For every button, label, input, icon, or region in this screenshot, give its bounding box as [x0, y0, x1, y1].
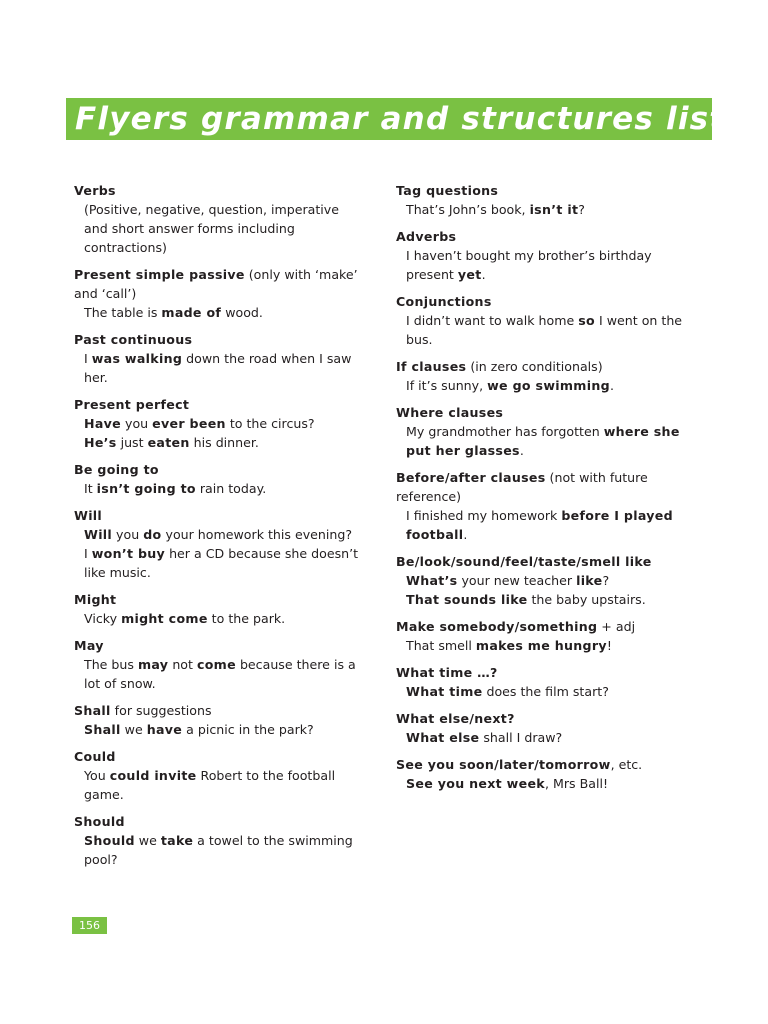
example-sentence	[396, 422, 692, 460]
target-structure: eaten	[147, 435, 190, 450]
target-structure: yet	[457, 267, 482, 282]
heading-text: Present simple passive	[74, 267, 245, 282]
example-sentence	[74, 433, 364, 452]
example-sentence	[396, 376, 692, 395]
entry-heading	[396, 663, 692, 682]
grammar-entry	[396, 227, 692, 284]
example-sentence	[396, 571, 692, 590]
heading-text: Before/after clauses	[396, 470, 546, 485]
grammar-entry	[396, 552, 692, 609]
example-text: we	[134, 833, 161, 848]
target-structure: might come	[121, 611, 208, 626]
target-structure: like	[576, 573, 603, 588]
example-text: It	[84, 481, 97, 496]
example-text: If it’s sunny,	[406, 378, 488, 393]
target-structure: isn’t it	[529, 202, 579, 217]
heading-note: (not with future reference)	[396, 470, 648, 504]
target-structure: That sounds like	[406, 592, 528, 607]
grammar-entry	[396, 403, 692, 460]
example-sentence	[396, 636, 692, 655]
example-text: Vicky	[84, 611, 122, 626]
entry-heading	[74, 701, 364, 720]
heading-text: Be/look/sound/feel/taste/smell like	[396, 554, 652, 569]
heading-text: Will	[74, 508, 103, 523]
example-text: .	[463, 527, 468, 542]
example-sentence	[74, 655, 364, 693]
heading-text: What time …?	[396, 665, 498, 680]
example-text: a picnic in the park?	[182, 722, 314, 737]
target-structure: Shall	[84, 722, 121, 737]
example-sentence	[74, 200, 364, 257]
target-structure: before I played football	[406, 508, 673, 542]
target-structure: isn’t going to	[96, 481, 196, 496]
grammar-entry	[74, 701, 364, 739]
entry-heading	[74, 636, 364, 655]
example-text: you	[112, 527, 144, 542]
example-text: I	[84, 351, 92, 366]
example-sentence	[396, 246, 692, 284]
target-structure: was walking	[91, 351, 183, 366]
entry-heading	[396, 181, 692, 200]
entry-heading	[74, 747, 364, 766]
entry-heading	[74, 506, 364, 525]
example-sentence	[396, 311, 692, 349]
example-text: his dinner.	[189, 435, 259, 450]
heading-note: for suggestions	[110, 703, 212, 718]
entry-heading	[396, 357, 692, 376]
example-text: a towel to the swimming pool?	[84, 833, 353, 867]
heading-text: What else/next?	[396, 711, 515, 726]
target-structure: ever been	[152, 416, 226, 431]
example-text: to the circus?	[225, 416, 315, 431]
example-sentence	[74, 720, 364, 739]
heading-text: Verbs	[74, 183, 116, 198]
heading-text: Tag questions	[396, 183, 499, 198]
title-banner	[66, 98, 726, 140]
example-text: Robert to the football game.	[84, 768, 336, 802]
heading-text: May	[74, 638, 104, 653]
example-text: does the film start?	[482, 684, 609, 699]
grammar-entry	[74, 265, 364, 322]
target-structure: He’s	[84, 435, 117, 450]
grammar-entry	[74, 181, 364, 257]
example-text: ?	[602, 573, 610, 588]
example-text: shall I draw?	[479, 730, 563, 745]
entry-heading	[396, 468, 692, 506]
grammar-entry	[74, 395, 364, 452]
target-structure: may	[137, 657, 169, 672]
example-text: The table is	[84, 305, 162, 320]
entry-heading	[396, 292, 692, 311]
grammar-entry	[396, 755, 692, 793]
heading-text: Should	[74, 814, 125, 829]
example-sentence	[396, 774, 692, 793]
grammar-entry	[74, 590, 364, 628]
example-text: I finished my homework	[406, 508, 562, 523]
target-structure: have	[146, 722, 183, 737]
example-text: .	[481, 267, 486, 282]
example-text: (Positive, negative, question, imperative and short answer forms including contractions)	[84, 202, 340, 255]
heading-text: Present perfect	[74, 397, 190, 412]
example-text: rain today.	[195, 481, 267, 496]
page-title: Flyers grammar and structures list	[75, 101, 726, 137]
entry-heading	[396, 552, 692, 571]
example-text: That smell	[406, 638, 476, 653]
target-structure: What time	[406, 684, 483, 699]
example-text: we	[120, 722, 147, 737]
heading-text: Shall	[74, 703, 111, 718]
heading-text: Past continuous	[74, 332, 193, 347]
example-sentence	[74, 349, 364, 387]
grammar-entry	[74, 636, 364, 693]
example-sentence	[396, 506, 692, 544]
example-sentence	[396, 728, 692, 747]
target-structure: Will	[84, 527, 113, 542]
grammar-entry	[396, 617, 692, 655]
target-structure: What else	[406, 730, 480, 745]
target-structure: take	[160, 833, 194, 848]
grammar-entry	[74, 812, 364, 869]
target-structure: See you next week	[406, 776, 545, 791]
example-text: I went on the bus.	[406, 313, 683, 347]
example-text: wood.	[221, 305, 263, 320]
entry-heading	[74, 181, 364, 200]
entry-heading	[396, 755, 692, 774]
entry-heading	[396, 403, 692, 422]
example-text: your homework this evening?	[161, 527, 353, 542]
heading-note: (in zero conditionals)	[466, 359, 603, 374]
example-sentence	[74, 303, 364, 322]
example-sentence	[74, 479, 364, 498]
entry-heading	[396, 617, 692, 636]
heading-text: Where clauses	[396, 405, 504, 420]
example-text: My grandmother has forgotten	[406, 424, 604, 439]
example-text: not	[168, 657, 197, 672]
entry-heading	[396, 709, 692, 728]
example-text: to the park.	[207, 611, 286, 626]
heading-note: + adj	[597, 619, 636, 634]
target-structure: so	[578, 313, 595, 328]
example-sentence	[396, 590, 692, 609]
example-sentence	[396, 682, 692, 701]
grammar-entry	[396, 468, 692, 544]
target-structure: come	[196, 657, 236, 672]
example-text: The bus	[84, 657, 138, 672]
heading-text: Adverbs	[396, 229, 457, 244]
target-structure: where she put her glasses	[406, 424, 680, 458]
target-structure: made of	[161, 305, 222, 320]
example-text: .	[519, 443, 524, 458]
example-text: just	[116, 435, 148, 450]
example-text: I	[84, 546, 92, 561]
heading-text: Make somebody/something	[396, 619, 598, 634]
example-text: down the road when I saw her.	[84, 351, 352, 385]
entry-heading	[396, 227, 692, 246]
target-structure: Should	[84, 833, 135, 848]
target-structure: we go swimming	[487, 378, 610, 393]
example-text: the baby upstairs.	[527, 592, 646, 607]
page-number: 156	[72, 917, 107, 934]
entry-heading	[74, 265, 364, 303]
example-text: I haven’t bought my brother’s birthday present	[406, 248, 652, 282]
example-sentence	[74, 544, 364, 582]
heading-text: If clauses	[396, 359, 467, 374]
grammar-entry	[396, 709, 692, 747]
heading-text: Might	[74, 592, 117, 607]
example-text: your new teacher	[457, 573, 577, 588]
example-text: !	[606, 638, 612, 653]
example-text: , Mrs Ball!	[544, 776, 609, 791]
target-structure: won’t buy	[91, 546, 166, 561]
right-column	[396, 181, 692, 801]
example-text: That’s John’s book,	[406, 202, 530, 217]
example-text: her a CD because she doesn’t like music.	[84, 546, 359, 580]
heading-note: (only with ‘make’ and ‘call’)	[74, 267, 358, 301]
target-structure: What’s	[406, 573, 458, 588]
heading-note: , etc.	[610, 757, 643, 772]
target-structure: do	[143, 527, 162, 542]
grammar-entry	[74, 506, 364, 582]
entry-heading	[74, 395, 364, 414]
grammar-entry	[396, 357, 692, 395]
grammar-entry	[396, 181, 692, 219]
entry-heading	[74, 812, 364, 831]
target-structure: could invite	[109, 768, 197, 783]
example-text: because there is a lot of snow.	[84, 657, 356, 691]
example-text: You	[84, 768, 110, 783]
example-sentence	[74, 525, 364, 544]
grammar-entry	[74, 330, 364, 387]
entry-heading	[74, 590, 364, 609]
target-structure: makes me hungry	[475, 638, 607, 653]
entry-heading	[74, 460, 364, 479]
grammar-entry	[74, 460, 364, 498]
target-structure: Have	[84, 416, 121, 431]
entry-heading	[74, 330, 364, 349]
example-text: ?	[578, 202, 585, 217]
example-sentence	[74, 414, 364, 433]
example-text: I didn’t want to walk home	[406, 313, 579, 328]
heading-text: Be going to	[74, 462, 159, 477]
grammar-entry	[74, 747, 364, 804]
example-sentence	[74, 609, 364, 628]
heading-text: Could	[74, 749, 116, 764]
grammar-entry	[396, 292, 692, 349]
example-text: .	[609, 378, 614, 393]
heading-text: Conjunctions	[396, 294, 492, 309]
left-column	[74, 181, 364, 877]
grammar-entry	[396, 663, 692, 701]
example-sentence	[74, 766, 364, 804]
example-sentence	[396, 200, 692, 219]
example-sentence	[74, 831, 364, 869]
heading-text: See you soon/later/tomorrow	[396, 757, 611, 772]
example-text: you	[121, 416, 153, 431]
